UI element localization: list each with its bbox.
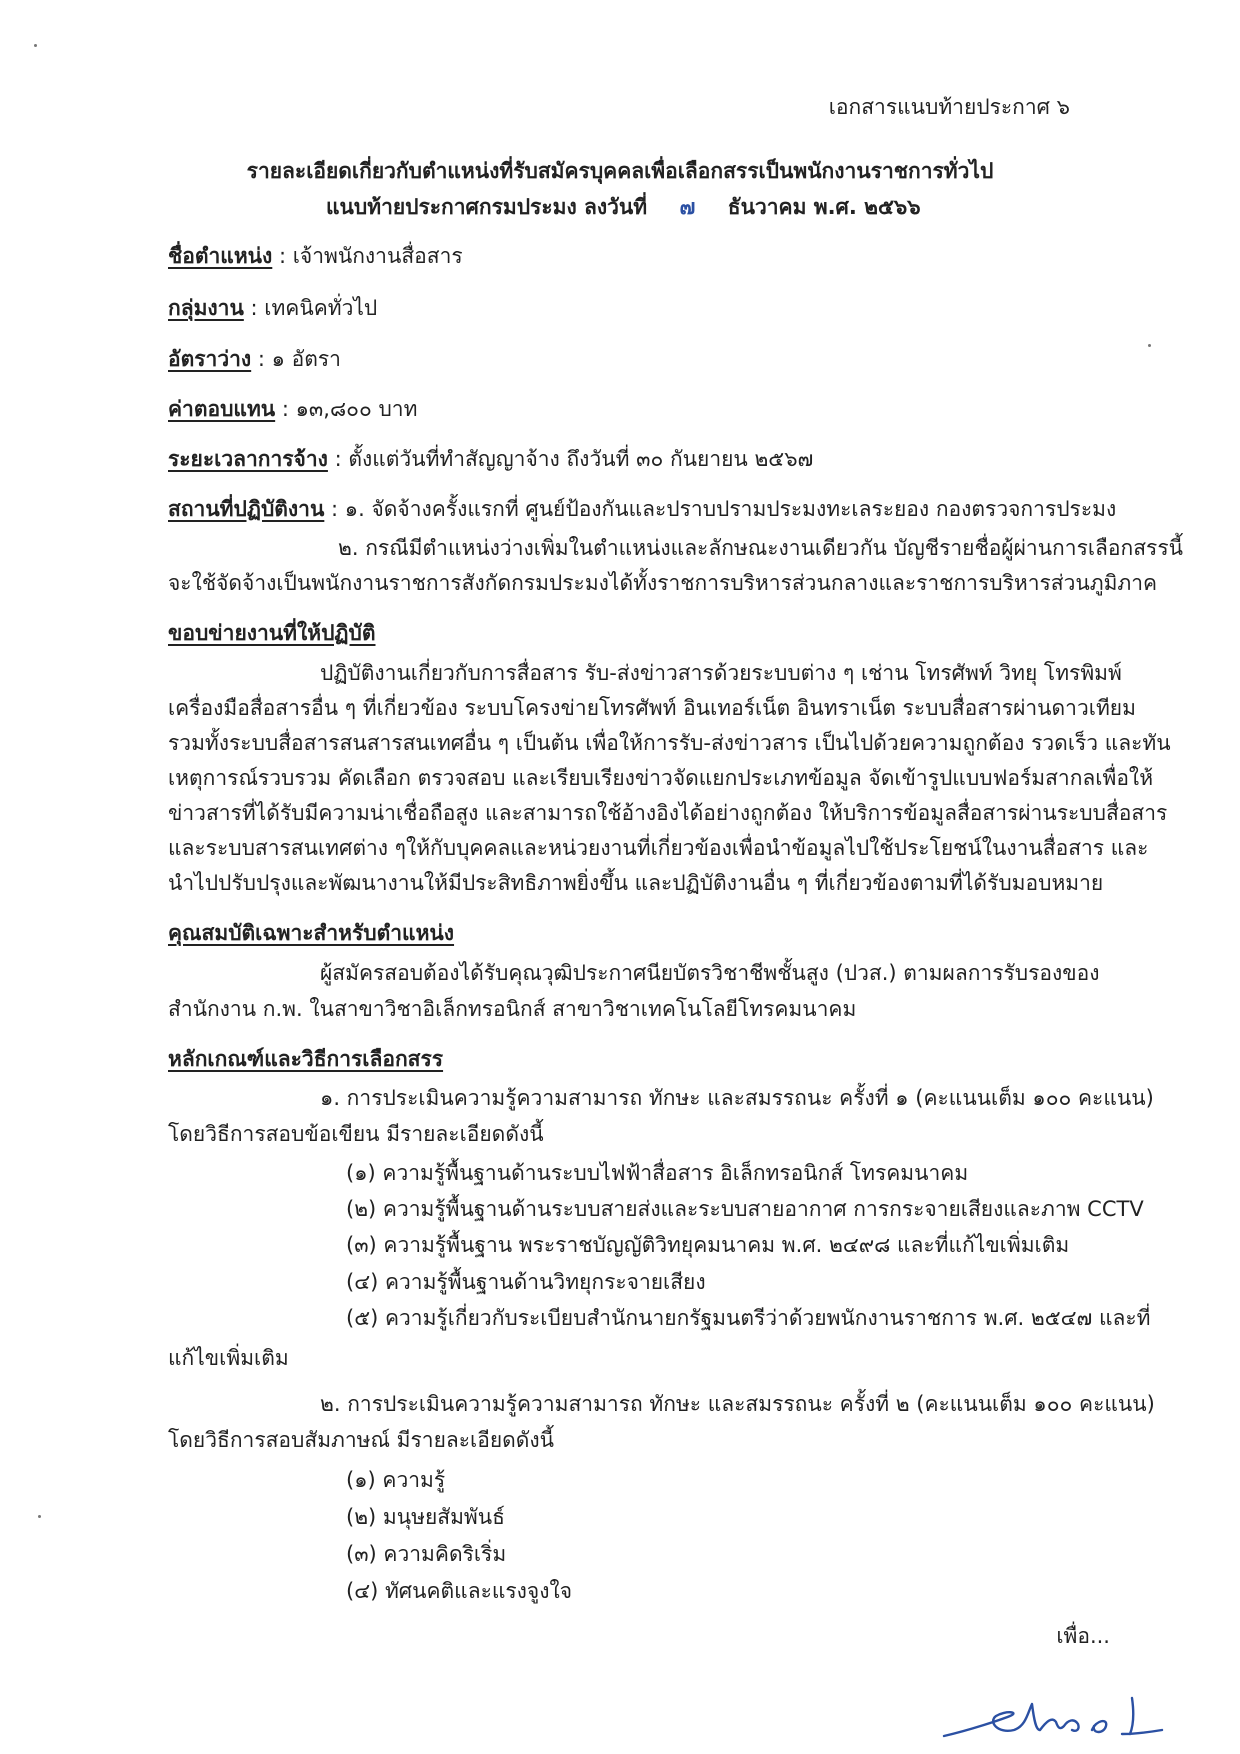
scope-heading: ขอบข่ายงานที่ให้ปฏิบัติ <box>168 621 376 645</box>
scope-line: นำไปปรับปรุงและพัฒนางานให้มีประสิทธิภาพยิ่งขึ้น และปฏิบัติงานอื่น ๆ ที่เกี่ยวข้องตามที่ได้รับมอบหมาย <box>168 871 1104 895</box>
scan-speck <box>38 1515 41 1518</box>
place-line-2: ๒. กรณีมีตำแหน่งว่างเพิ่มในตำแหน่งและลักษณะงานเดียวกัน บัญชีรายชื่อผู้ผ่านการเลือกสรรนี้ <box>338 536 1183 560</box>
pay-value: : ๑๓,๘๐๐ บาท <box>281 397 418 421</box>
criteria-part1-title: ๑. การประเมินความรู้ความสามารถ ทักษะ และสมรรถนะ ครั้งที่ ๑ (คะแนนเต็ม ๑๐๐ คะแนน) <box>320 1086 1154 1110</box>
criteria-part2-method: โดยวิธีการสอบสัมภาษณ์ มีรายละเอียดดังนี้ <box>168 1428 555 1452</box>
qualifications-line: ผู้สมัครสอบต้องได้รับคุณวุฒิประกาศนียบัตรวิชาชีพชั้นสูง (ปวส.) ตามผลการรับรองของ <box>320 961 1100 985</box>
vacancy-value: : ๑ อัตรา <box>257 347 341 371</box>
criteria-part1-item-cont: แก้ไขเพิ่มเติม <box>168 1346 289 1370</box>
period-value: : ตั้งแต่วันที่ทำสัญญาจ้าง ถึงวันที่ ๓๐ กันยายน ๒๕๖๗ <box>334 447 814 471</box>
header-title-line2 <box>326 192 921 222</box>
criteria-part1-item: (๓) ความรู้พื้นฐาน พระราชบัญญัติวิทยุคมนาคม พ.ศ. ๒๔๙๘ และที่แก้ไขเพิ่มเติม <box>346 1233 1070 1257</box>
criteria-part1-item: (๔) ความรู้พื้นฐานด้านวิทยุกระจายเสียง <box>346 1270 706 1294</box>
qualifications-heading: คุณสมบัติเฉพาะสำหรับตำแหน่ง <box>168 921 455 945</box>
vacancy-field <box>168 344 341 374</box>
scope-line: ข่าวสารที่ได้รับมีความน่าเชื่อถือสูง และสามารถใช้อ้างอิงได้อย่างถูกต้อง ให้บริการข้อมูลสื่อสารผ่านระบบสื่อสาร <box>168 801 1168 825</box>
handwritten-day: ๗ <box>679 195 696 219</box>
header-announcement-text: แนบท้ายประกาศกรมประมง ลงวันที่ <box>326 195 648 219</box>
scope-line: ปฏิบัติงานเกี่ยวกับการสื่อสาร รับ-ส่งข่าวสารด้วยระบบต่าง ๆ เช่าน โทรศัพท์ วิทยุ โทรพิมพ์ <box>320 661 1122 685</box>
vacancy-label: อัตราว่าง <box>168 347 252 371</box>
pay-label: ค่าตอบแทน <box>168 397 276 421</box>
criteria-part2-title: ๒. การประเมินความรู้ความสามารถ ทักษะ และสมรรถนะ ครั้งที่ ๒ (คะแนนเต็ม ๑๐๐ คะแนน) <box>320 1392 1155 1416</box>
group-value: : เทคนิคทั่วไป <box>250 296 378 320</box>
signature-image <box>940 1690 1170 1746</box>
qualifications-line: สำนักงาน ก.พ. ในสาขาวิชาอิเล็กทรอนิกส์ สาขาวิชาเทคโนโลยีโทรคมนาคม <box>168 997 857 1021</box>
period-label: ระยะเวลาการจ้าง <box>168 447 328 471</box>
group-field <box>168 293 377 323</box>
continuation-text: เพื่อ... <box>1056 1624 1110 1648</box>
criteria-part1-method: โดยวิธีการสอบข้อเขียน มีรายละเอียดดังนี้ <box>168 1122 544 1146</box>
scope-line: รวมทั้งระบบสื่อสารสนสารสนเทศอื่น ๆ เป็นต้น เพื่อให้การรับ-ส่งข่าวสาร เป็นไปด้วยความถูกต้อง รวดเร็ว และทัน <box>168 731 1171 755</box>
place-value: : ๑. จัดจ้างครั้งแรกที่ ศูนย์ป้องกันและปราบปรามประมงทะเลระยอง กองตรวจการประมง <box>331 497 1117 521</box>
group-label: กลุ่มงาน <box>168 296 244 320</box>
place-line-3: จะใช้จัดจ้างเป็นพนักงานราชการสังกัดกรมประมงได้ทั้งราชการบริหารส่วนกลางและราชการบริหารส่วนภูมิภาค <box>168 571 1158 595</box>
scope-line: เครื่องมือสื่อสารอื่น ๆ ที่เกี่ยวข้อง ระบบโครงข่ายโทรศัพท์ อินเทอร์เน็ต อินทราเน็ต ระบบสื่อสารผ่านดาวเทียม <box>168 696 1136 720</box>
criteria-part2-item: (๒) มนุษยสัมพันธ์ <box>346 1505 505 1529</box>
criteria-part1-item: (๑) ความรู้พื้นฐานด้านระบบไฟฟ้าสื่อสาร อิเล็กทรอนิกส์ โทรคมนาคม <box>346 1161 969 1185</box>
criteria-heading: หลักเกณฑ์และวิธีการเลือกสรร <box>168 1047 444 1071</box>
criteria-part2-item: (๑) ความรู้ <box>346 1468 446 1492</box>
scan-speck <box>34 44 37 47</box>
place-label: สถานที่ปฏิบัติงาน <box>168 497 325 521</box>
criteria-part1-item: (๒) ความรู้พื้นฐานด้านระบบสายส่งและระบบสายอากาศ การกระจายเสียงและภาพ CCTV <box>346 1197 1144 1221</box>
scope-line: เหตุการณ์รวบรวม คัดเลือก ตรวจสอบ และเรียบเรียงข่าวจัดแยกประเภทข้อมูล จัดเข้ารูปแบบฟอร์มสากลเพื่อให้ <box>168 766 1154 790</box>
position-field <box>168 241 463 271</box>
criteria-part2-item: (๔) ทัศนคติและแรงจูงใจ <box>346 1579 573 1603</box>
criteria-part2-item: (๓) ความคิดริเริ่ม <box>346 1542 507 1566</box>
position-label: ชื่อตำแหน่ง <box>168 244 273 268</box>
attachment-label: เอกสารแนบท้ายประกาศ ๖ <box>828 95 1070 119</box>
header-date-text: ธันวาคม พ.ศ. ๒๕๖๖ <box>727 195 921 219</box>
scan-speck <box>1148 344 1151 347</box>
period-field <box>168 444 813 474</box>
place-field <box>168 494 1116 524</box>
scope-line: และระบบสารสนเทศต่าง ๆให้กับบุคคลและหน่วยงานที่เกี่ยวข้องเพื่อนำข้อมูลไปใช้ประโยชน์ในงานสื่อสาร และ <box>168 836 1149 860</box>
criteria-part1-item: (๕) ความรู้เกี่ยวกับระเบียบสำนักนายกรัฐมนตรีว่าด้วยพนักงานราชการ พ.ศ. ๒๕๔๗ และที่ <box>346 1306 1151 1330</box>
pay-field <box>168 394 417 424</box>
header-title-line1: รายละเอียดเกี่ยวกับตำแหน่งที่รับสมัครบุคคลเพื่อเลือกสรรเป็นพนักงานราชการทั่วไป <box>246 159 994 183</box>
position-value: : เจ้าพนักงานสื่อสาร <box>278 244 463 268</box>
